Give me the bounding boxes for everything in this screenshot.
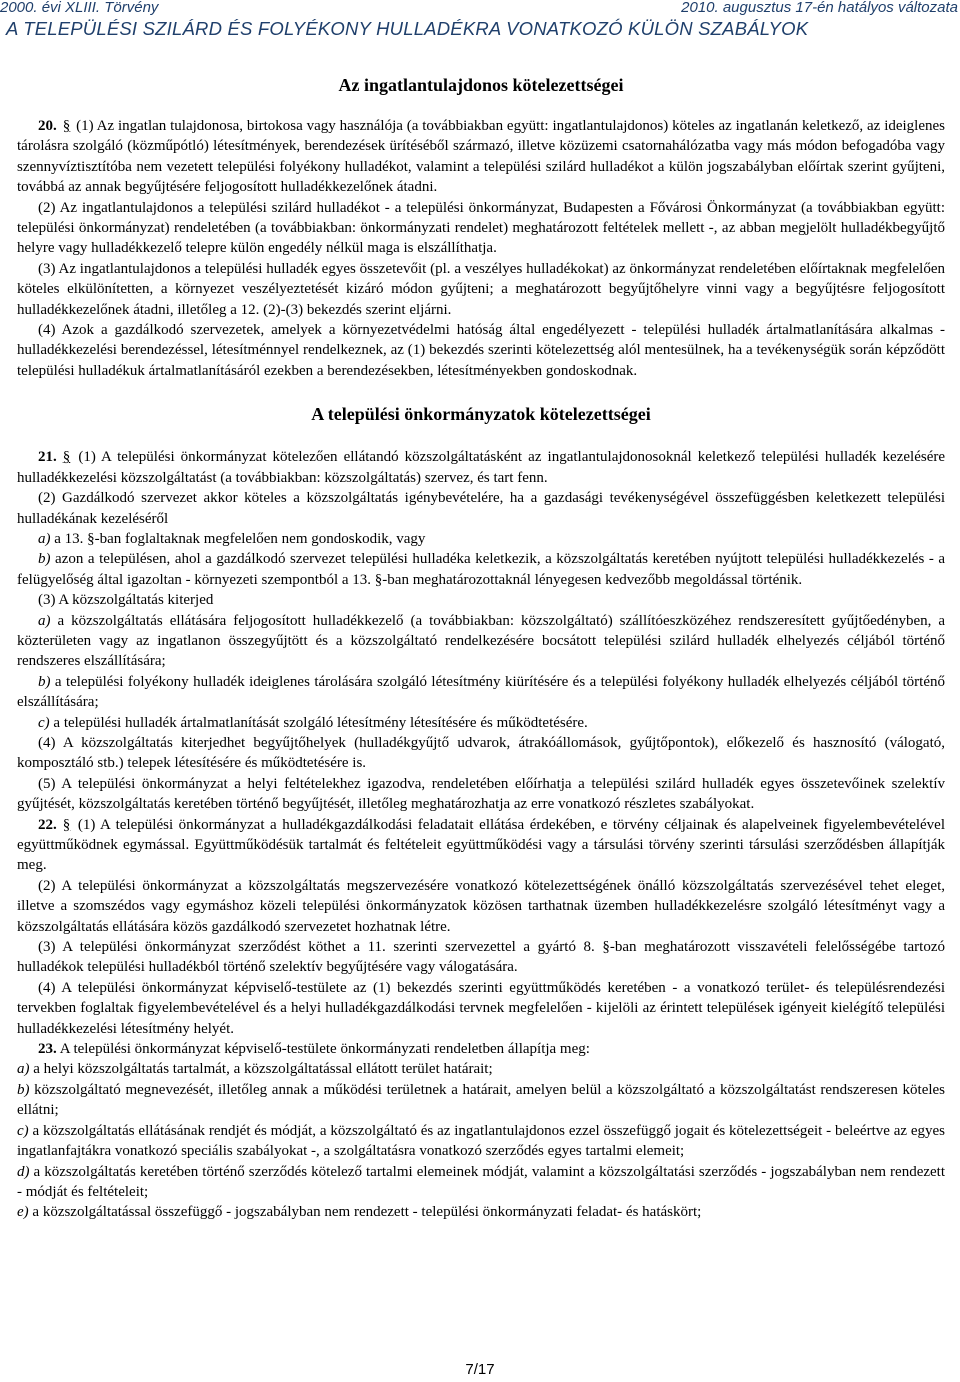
law-reference: 2000. évi XLIII. Törvény (0, 0, 159, 16)
paragraph-text: A települési önkormányzat képviselő-testülete önkormányzati rendeletben állapítja meg: (59, 1041, 590, 1058)
point-text: a közszolgáltatás ellátásának rendjét és módját, a közszolgáltató és az ingatlantulajdonos ezzel összefüggő jogait és kötelezettségeit - beleértve az egyes ingatlanfajtákra vonatkozó speciális szabályokat -, a szolgáltatásra vonatkozó szerződés egyes tartalmi elemeit; (17, 1122, 946, 1160)
section-number: 21. (38, 449, 57, 466)
point-text: a települési folyékony hulladék ideiglenes tárolására szolgáló létesítmény kiürítésére és a települési folyékony hulladék elhelyezés céljából történő elszállítására; (17, 673, 946, 711)
section-number: 22. (38, 816, 57, 833)
point-23-b (17, 1080, 945, 1121)
point-text: a 13. §-ban foglaltaknak megfelelően nem gondoskodik, vagy (54, 530, 426, 547)
section-number: 20. (38, 118, 57, 134)
paragraph-22-3: (3) A települési önkormányzat szerződést köthet a 11. szerinti szervezettel a gyártó 8. §-ban meghatározott visszavételi felelősségébe tartozó hulladékok települési hulladékból történő szelektív begyűjtésére vagy válogatására. (17, 939, 945, 976)
point-text: a települési hulladék ártalmatlanítását szolgáló létesítmény létesítésére és működtetésére. (53, 714, 588, 731)
point-label: b) (38, 673, 51, 690)
point-label: a) (17, 1061, 30, 1078)
paragraph-20-3: (3) Az ingatlantulajdonos a települési hulladék egyes összetevőit (pl. a veszélyes hulladékokat) az önkormányzat rendeletében előírtaknak megfelelően köteles elkülönítetten, a környezet veszélyeztetését kizáró módon gyűjteni; a meghatározott begyűjtőhelyre vinni vagy a begyűjtésre feljogosított hulladékkezelőnek átadni, illetőleg a 12. (2)-(3) bekezdés szerint eljárni. (17, 260, 945, 318)
paragraph-text: (1) A települési önkormányzat a hulladékgazdálkodási feladatait ellátása érdekében, e törvény céljainak és alapelveinek figyelembevételével együttműködnek egymással. Együttműködésük tartalmát és feltételeit együttműködési vagy a társulási törvény szerinti társulási szerződésben állapítják meg. (17, 816, 945, 874)
point-text: a helyi közszolgáltatás tartalmát, a közszolgáltatással ellátott terület határait; (33, 1061, 493, 1078)
point-label: e) (17, 1204, 29, 1221)
point-21-3-b (17, 672, 945, 713)
point-label: c) (17, 1122, 29, 1139)
paragraph-sign: § (62, 816, 71, 833)
point-23-a (17, 1059, 945, 1079)
paragraph-20-4: (4) Azok a gazdálkodó szervezetek, amelyek a környezetvédelmi hatóság által engedélyezett - települési hulladék ártalmatlanítására alkalmas - hulladékkezelési berendezéssel, létesítménnyel rendelkeznek, az (1) bekezdés szerinti kötelezettség alól mentesülnek, ha a tevékenységük során képződött települési hulladékuk ártalmatlanításáról ezekben a berendezésekben, létesítményekben gondoskodnak. (17, 322, 945, 379)
document-body (17, 72, 945, 1223)
section-title-owner-obligations: Az ingatlantulajdonos kötelezettségei (338, 75, 624, 95)
point-text: a közszolgáltatás ellátására feljogosított hulladékkezelő (a továbbiakban: közszolgáltató) szállítóeszközéhez rendszeresített gyűjtőedényben, a közterületen vagy az ingatlanon összegyűjtött és a közszolgáltató rendelkezésére bocsátott települési szilárd hulladék elhelyezés céljából történő rendszeres elszállítására; (17, 612, 945, 670)
paragraph-21-1 (17, 447, 945, 488)
point-label: b) (17, 1081, 30, 1098)
paragraph-text: (1) A települési önkormányzat kötelezően ellátandó közszolgáltatásként az ingatlantulajdonosoknál keletkező települési hulladék kezelésére hulladékkezelési közszolgáltatást (a továbbiakban: közszolgáltatás) szervez, és tart fenn. (17, 449, 946, 486)
paragraph-21-5: (5) A települési önkormányzat a helyi feltételekhez igazodva, rendeletében előírhatja a települési szilárd hulladék egyes összetevőinek szelektív gyűjtését, közszolgáltatás keretében történő begyűjtését, illetőleg meghatározhatja az erre vonatkozó részletes szabályokat. (17, 775, 945, 813)
version-date: 2010. augusztus 17-én hatályos változata (681, 0, 958, 16)
paragraph-sign: § (62, 449, 71, 466)
paragraph-sign: § (62, 118, 71, 134)
point-label: c) (38, 714, 50, 731)
section-title-municipality-obligations: A települési önkormányzatok kötelezettségei (311, 404, 651, 425)
paragraph-22-4: (4) A települési önkormányzat képviselő-testülete az (1) bekezdés szerinti együttműködés keretében - a vonatkozó terület- és településrendezési tervekben foglaltak figyelembevételével és a helyi hulladékgazdálkodási tervnek megfelelően - kijelöli az érintett települések igényeit kielégítő települési hulladékkezelési létesítmény helyét. (17, 979, 945, 1037)
point-21-3-c (17, 713, 945, 733)
point-21-2-b (17, 549, 945, 590)
paragraph-21-4: (4) A közszolgáltatás kiterjedhet begyűjtőhelyek (hulladékgyűjtő udvarok, átrakóállomások, gyűjtőpontok), előkezelő és hasznosító (válogató, komposztáló stb.) telepek létesítésére és működtetésére is. (17, 734, 945, 772)
section-number: 23. (38, 1041, 57, 1058)
point-text: azon a településen, ahol a gazdálkodó szervezet települési hulladéka keletkezik, a közszolgáltatás keretében nyújtott települési hulladékkezelés - a felügyelőség által igazoltan - környezeti szempontból a 13. §-ban meghatározottaknál lényegesen kedvezőbb megoldással történik. (17, 551, 945, 588)
point-23-d (17, 1162, 945, 1203)
document-header (0, 0, 960, 44)
point-21-3-a (17, 611, 945, 672)
paragraph-21-3: (3) A közszolgáltatás kiterjed (38, 592, 214, 609)
point-21-2-a (17, 529, 945, 549)
point-text: a közszolgáltatás keretében történő szerződés kötelező tartalmi elemeinek módját, valamint a közszolgáltatási szerződés - jogszabályban nem rendezett - módját és feltételeit; (17, 1163, 945, 1200)
point-23-c (17, 1121, 945, 1162)
paragraph-20-2: (2) Az ingatlantulajdonos a települési szilárd hulladékot - a települési önkormányzat, Budapesten a Fővárosi Önkormányzat (a továbbiakban együtt: települési önkormányzat) rendeletében (a továbbiakban: önkormányzati rendelet) meghatározott feltételek mellett -, az abban megjelölt hulladékbegyűjtő helyre vagy hulladékkezelő telepre külön engedély nélkül maga is elszállíthatja. (17, 199, 945, 257)
point-text: közszolgáltató megnevezését, illetőleg annak a működési területnek a határait, amelyen belül a közszolgáltató a közszolgáltatást rendszeresen köteles ellátni; (17, 1081, 946, 1119)
point-label: b) (38, 551, 51, 568)
point-label: a) (38, 612, 51, 629)
chapter-title: A TELEPÜLÉSI SZILÁRD ÉS FOLYÉKONY HULLADÉKRA VONATKOZÓ KÜLÖN SZABÁLYOK (6, 18, 809, 39)
paragraph-22-1 (17, 815, 945, 876)
paragraph-text: (1) Az ingatlan tulajdonosa, birtokosa vagy használója (a továbbiakban együtt: ingatlantulajdonos) köteles az ingatlanán keletkező, az ideiglenes tárolásra szolgáló (közműpótló) létesítmények, berendezések ürítéséből származó, illetve közüzemi csatornahálózatba vagy más módon befogadóba vagy szennyvíztisztítóba nem vezetett települési folyékony hulladékot, valamint a települési szilárd hulladékot a külön jogszabályban előírtak szerint gyűjteni, továbbá az annak begyűjtésére feljogosított hulladékkezelőnek átadni. (17, 118, 946, 196)
paragraph-21-2: (2) Gazdálkodó szervezet akkor köteles a közszolgáltatás igénybevételére, ha a gazdasági tevékenységével összefüggésben keletkezett települési hulladékának kezeléséről (17, 490, 945, 527)
point-23-e (17, 1202, 945, 1222)
paragraph-20-1 (17, 116, 945, 198)
paragraph-22-2: (2) A települési önkormányzat a közszolgáltatás megszervezésére vonatkozó kötelezettségének önálló közszolgáltatás szervezésével tehet eleget, illetve a szomszédos vagy egymáshoz közeli települési önkormányzatok közösen tarthatnak üzemben hulladékkezelésre szolgáló létesítményt vagy a közszolgáltatás ellátására közös gazdálkodó szervezetet hozhatnak létre. (17, 877, 945, 935)
point-label: a) (38, 530, 51, 547)
paragraph-23 (17, 1039, 945, 1059)
page-number: 7/17 (465, 1361, 495, 1378)
point-text: a közszolgáltatással összefüggő - jogszabályban nem rendezett - települési önkormányzati feladat- és hatáskört; (32, 1204, 702, 1221)
point-label: d) (17, 1163, 30, 1180)
